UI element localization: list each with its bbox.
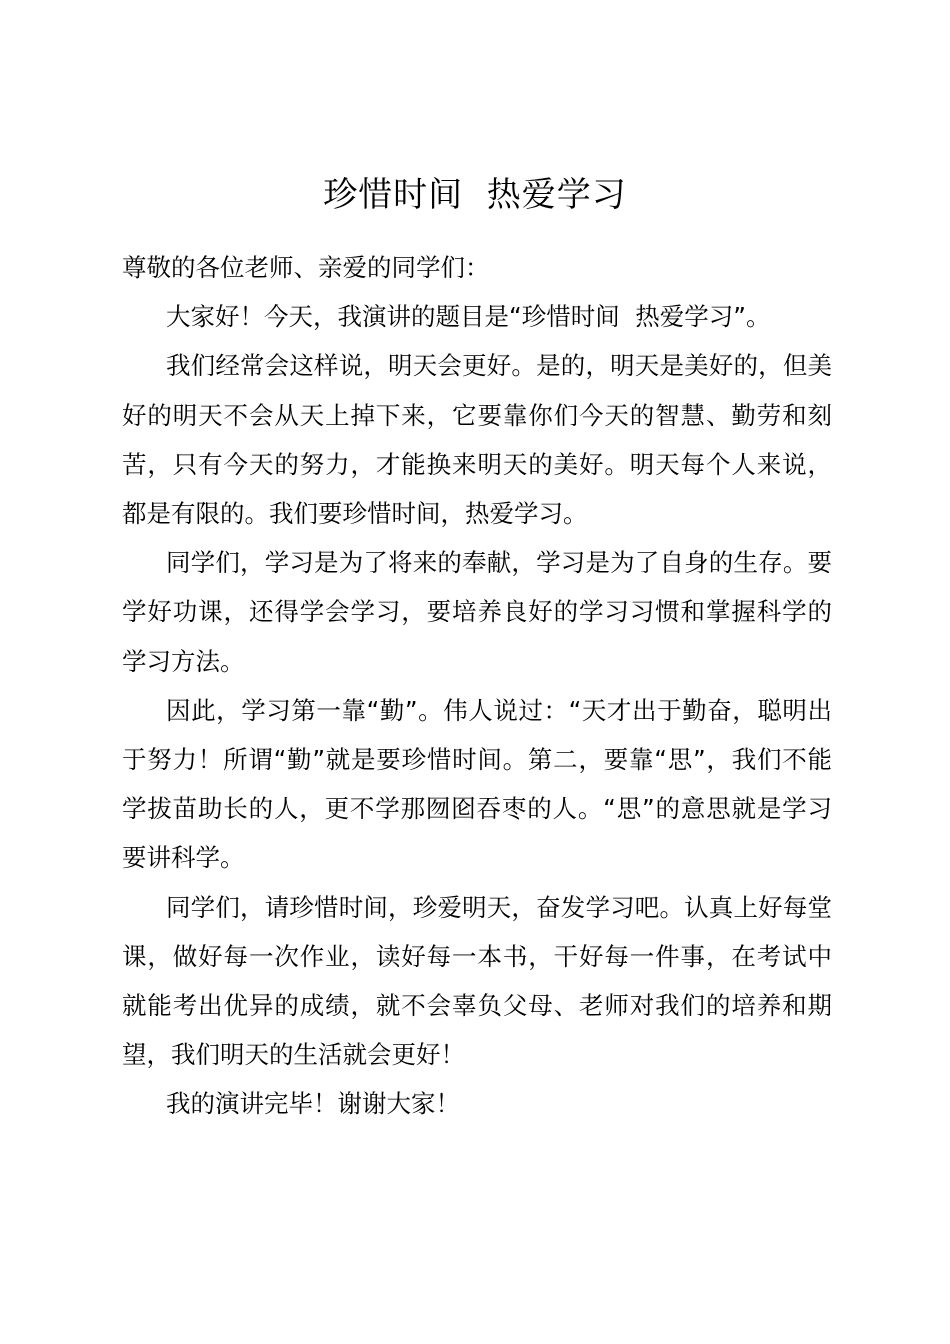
- paragraph-2: 我们经常会这样说，明天会更好。是的，明天是美好的，但美好的明天不会从天上掉下来，它要靠你们今天的智慧、勤劳和刻苦，只有今天的努力，才能换来明天的美好。明天每个人来说，都是有限的。我们要珍惜时间，热爱学习。: [122, 351, 832, 529]
- paragraph-3: 同学们，学习是为了将来的奉献，学习是为了自身的生存。要学好功课，还得学会学习，要培养良好的学习习惯和掌握科学的学习方法。: [122, 548, 832, 676]
- paragraph-1: 大家好！今天，我演讲的题目是“珍惜时间 热爱学习”。: [166, 302, 771, 332]
- salutation: 尊敬的各位老师、亲爱的同学们：: [122, 253, 490, 282]
- document-title: 珍惜时间 热爱学习: [323, 175, 627, 215]
- paragraph-5: 同学们，请珍惜时间，珍爱明天，奋发学习吧。认真上好每堂课，做好每一次作业，读好每一本书，干好每一件事，在考试中就能考出优异的成绩，就不会辜负父母、老师对我们的培养和期望，我们明天的生活就会更好！: [122, 892, 832, 1070]
- paragraph-6: 我的演讲完毕！谢谢大家！: [166, 1089, 460, 1119]
- paragraph-4: 因此，学习第一靠“勤”。伟人说过：“天才出于勤奋，聪明出于努力！所谓“勤”就是要珍惜时间。第二，要靠“思”，我们不能学拔苗助长的人，更不学那囫囵吞枣的人。“思”的意思就是学习要讲科学。: [122, 695, 832, 873]
- document-body: [122, 243, 832, 1129]
